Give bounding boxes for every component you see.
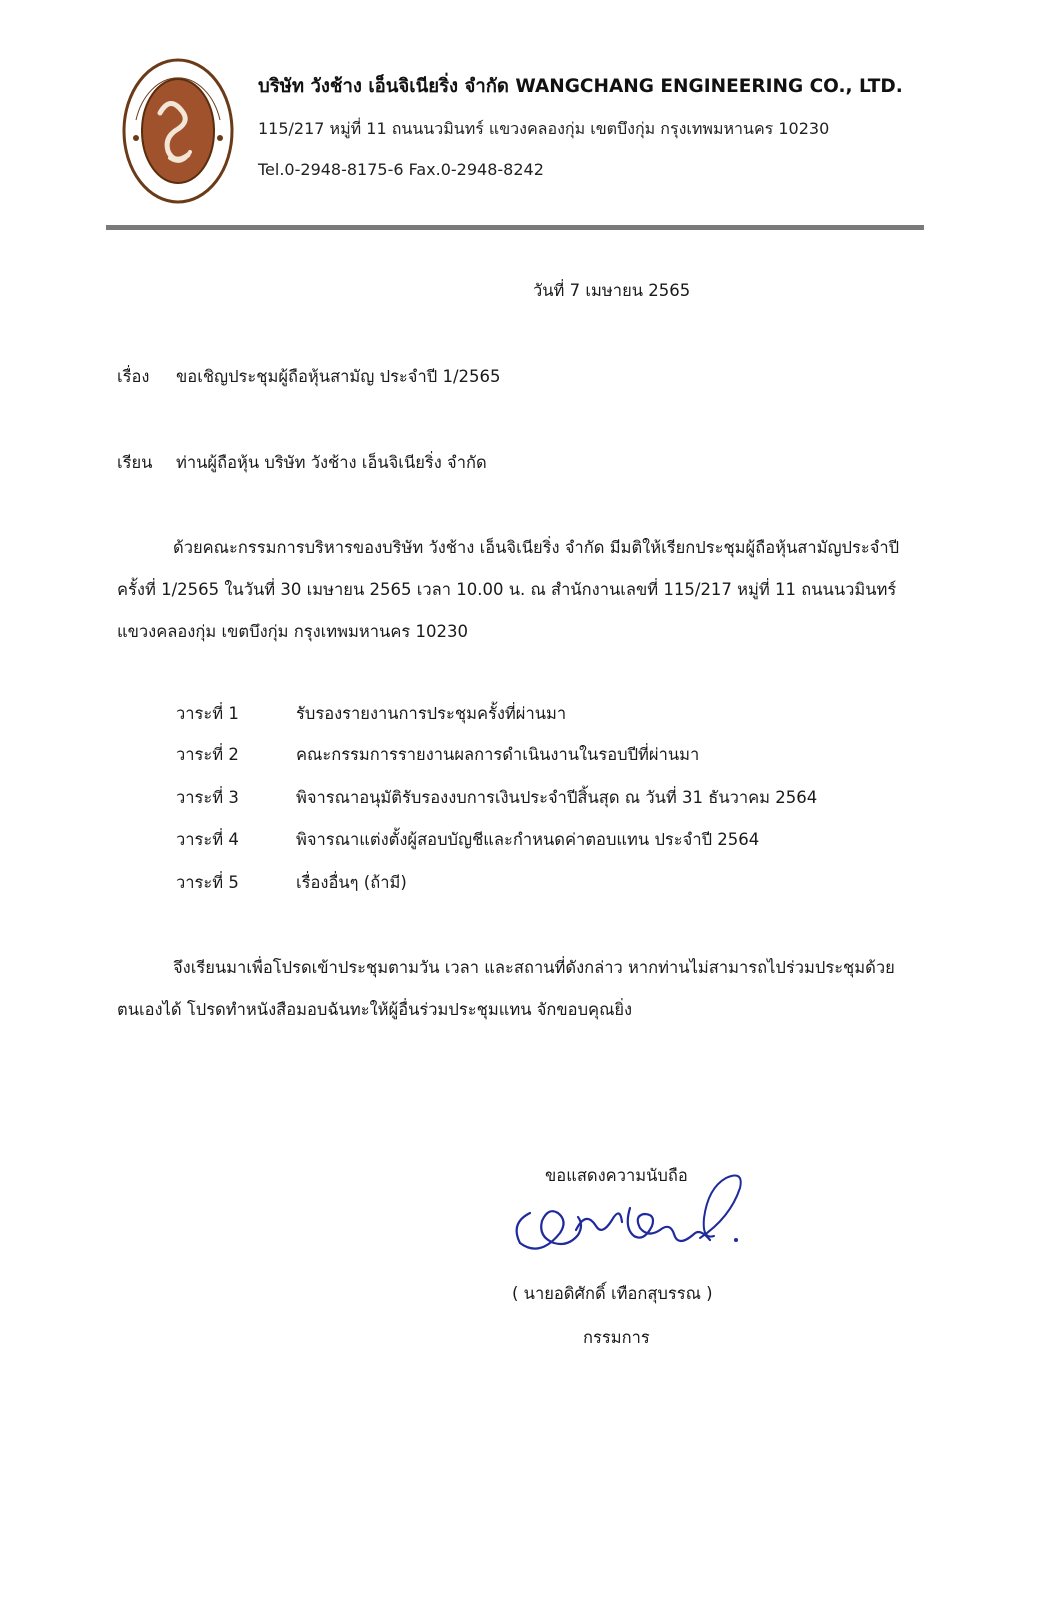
- body-paragraph-2-text: จึงเรียนมาเพื่อโปรดเข้าประชุมตามวัน เวลา และสถานที่ดังกล่าว หากท่านไม่สามารถไปร่วมประชุมด้วยตนเองได้ โปรดทำหนังสือมอบฉันทะให้ผู้อื่นร่วมประชุมแทน จักขอบคุณยิ่ง: [117, 958, 895, 1019]
- signer-position: กรรมการ: [583, 1328, 650, 1347]
- body-paragraph-1-text: ด้วยคณะกรรมการบริหารของบริษัท วังช้าง เอ็นจิเนียริ่ง จำกัด มีมติให้เรียกประชุมผู้ถือหุ้นสามัญประจำปี ครั้งที่ 1/2565 ในวันที่ 30 เมษายน 2565 เวลา 10.00 น. ณ สำนักงานเลขที่ 115/217 หมู่ที่ 11 ถนนนวมินทร์ แขวงคลองกุ่ม เขตบึงกุ่ม กรุงเทพมหานคร 10230: [117, 538, 900, 641]
- agenda-item-3-text: พิจารณาอนุมัติรับรองงบการเงินประจำปีสิ้นสุด ณ วันที่ 31 ธันวาคม 2564: [296, 788, 818, 807]
- body-paragraph-2: [117, 947, 929, 1031]
- agenda-item-4-number: วาระที่ 4: [176, 830, 239, 849]
- company-logo: [122, 58, 234, 204]
- agenda-item-2-number: วาระที่ 2: [176, 745, 239, 764]
- agenda-item-3-number: วาระที่ 3: [176, 788, 239, 807]
- agenda-item-1-number: วาระที่ 1: [176, 704, 239, 723]
- agenda-item-5-text: เรื่องอื่นๆ (ถ้ามี): [296, 873, 407, 892]
- agenda-item-4-text: พิจารณาแต่งตั้งผู้สอบบัญชีและกำหนดค่าตอบแทน ประจำปี 2564: [296, 830, 760, 849]
- recipient-text: ท่านผู้ถือหุ้น บริษัท วังช้าง เอ็นจิเนียริ่ง จำกัด: [176, 453, 487, 472]
- recipient-label: เรียน: [117, 453, 153, 472]
- agenda-item-5-number: วาระที่ 5: [176, 873, 239, 892]
- body-paragraph-1: [117, 527, 929, 653]
- header-divider: [106, 225, 924, 230]
- agenda-item-1-text: รับรองรายงานการประชุมครั้งที่ผ่านมา: [296, 704, 567, 723]
- subject-label: เรื่อง: [117, 367, 150, 386]
- agenda-item-2-text: คณะกรรมการรายงานผลการดำเนินงานในรอบปีที่ผ่านมา: [296, 745, 700, 764]
- closing-phrase: ขอแสดงความนับถือ: [545, 1166, 688, 1185]
- signer-name: ( นายอดิศักดิ์ เทือกสุบรรณ ): [512, 1284, 713, 1303]
- company-address: 115/217 หมู่ที่ 11 ถนนนวมินทร์ แขวงคลองกุ่ม เขตบึงกุ่ม กรุงเทพมหานคร 10230: [258, 119, 830, 138]
- letter-date: วันที่ 7 เมษายน 2565: [533, 281, 691, 300]
- company-name: บริษัท วังช้าง เอ็นจิเนียริ่ง จำกัด WANGCHANG ENGINEERING CO., LTD.: [258, 76, 903, 97]
- company-contact: Tel.0-2948-8175-6 Fax.0-2948-8242: [258, 160, 544, 179]
- handwritten-signature: [500, 1168, 760, 1268]
- subject-text: ขอเชิญประชุมผู้ถือหุ้นสามัญ ประจำปี 1/2565: [176, 367, 501, 386]
